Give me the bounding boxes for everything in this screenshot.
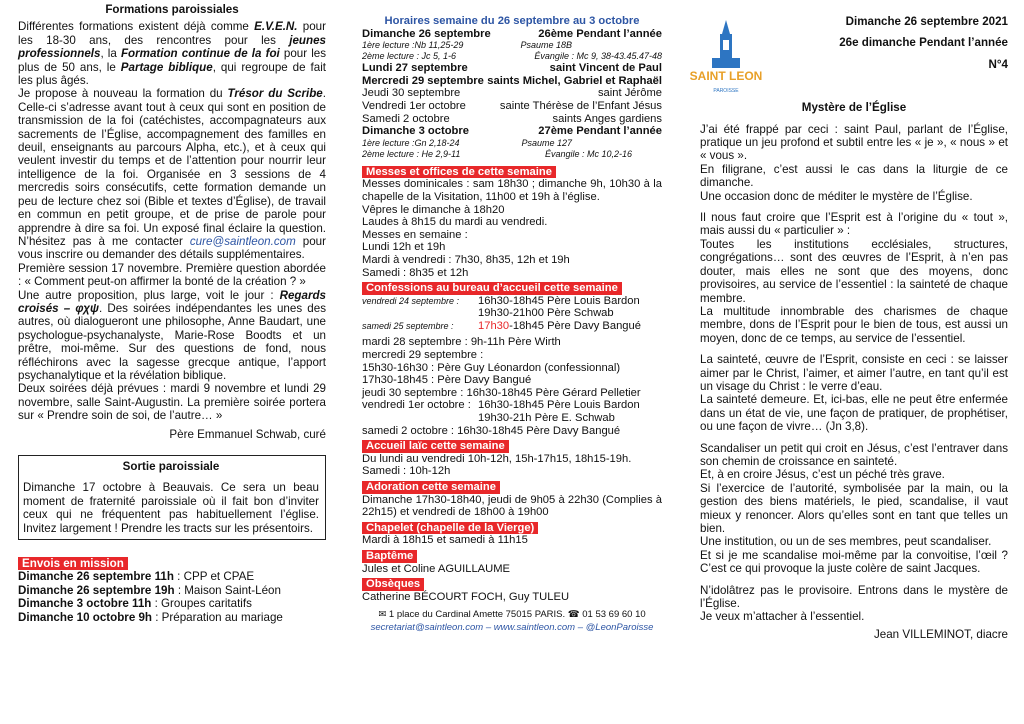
- bapteme-title: Baptême: [362, 550, 417, 563]
- logo-text: SAINT LEON: [689, 69, 763, 83]
- adoration-title: Adoration cette semaine: [362, 481, 500, 494]
- editorial-block-5: N’idolâtrez pas le provisoire. Entrons dans le mystère de l’Église. Je veux m’attacher à l’essentiel.: [700, 583, 1008, 624]
- formations-paragraph-4: Une autre proposition, plus large, voit le jour : Regards croisés – φχψ. Des soirées indépendantes les unes des autres, où dialogueront une philosophe, Anne Baudart, une psychologue-psychanalyste, Marie-Rose Boodts et un prêtre, moi-même. Sur des questions de fond, nous réfléchirons avec la sagesse grecque antique, l’apport psychanalytique et la révélation biblique.: [18, 288, 327, 382]
- envoi-item: Dimanche 10 octobre 9h : Préparation au mariage: [18, 610, 283, 624]
- obseques-text: Catherine BÉCOURT FOCH, Guy TULEU: [362, 590, 570, 603]
- envoi-item: Dimanche 26 septembre 19h : Maison Saint-Léon: [18, 583, 281, 597]
- obseques-title: Obsèques: [362, 578, 424, 591]
- diacre-signature: Jean VILLEMINOT, diacre: [873, 627, 1008, 641]
- mystere-title: Mystère de l’Église: [801, 101, 907, 115]
- envoi-item: Dimanche 3 octobre 11h : Groupes caritatifs: [18, 597, 252, 611]
- formations-paragraph-3: Première session 17 novembre. Première question abordée : « Comment peut-on affirmer la bonté de la création ? »: [18, 261, 326, 289]
- confessions-title: Confessions au bureau d’accueil cette semaine: [362, 282, 622, 295]
- accueil-title: Accueil laïc cette semaine: [362, 440, 509, 453]
- footer-links[interactable]: secretariat@saintleon.com – www.saintleon.com – @LeonParoisse: [370, 621, 654, 633]
- sortie-title: Sortie paroissiale: [122, 460, 220, 473]
- sortie-text: Dimanche 17 octobre à Beauvais. Ce sera un beau moment de fraternité paroissiale où il fait bon d’inviter ceux qui ne fréquentent pas habituellement l’église. Invitez largement ! Prendre les tracts sur les présentoirs.: [23, 481, 319, 535]
- adoration-text: Dimanche 17h30-18h40, jeudi de 9h05 à 22h30 (Complies à 22h15) et vendredi de 18h00 à 19h00: [362, 493, 662, 519]
- horaires-column: [362, 0, 662, 635]
- bapteme-text: Jules et Coline AGUILLAUME: [362, 562, 510, 575]
- footer-address: ✉ 1 place du Cardinal Amette 75015 PARIS. ☎ 01 53 69 60 10: [378, 609, 646, 621]
- chapelet-text: Mardi à 18h15 et samedi à 11h15: [362, 534, 528, 547]
- formations-column: [18, 0, 326, 624]
- cure-signature: Père Emmanuel Schwab, curé: [169, 427, 326, 441]
- logo-subtext: PAROISSE: [713, 88, 739, 94]
- horaires-table: Dimanche 26 septembre 26ème Pendant l’année 1ère lecture :Nb 11,25-29 Psaume 18B 2ème lecture : Jc 5, 1-6 Évangile : Mc 9, 38-43.45.47-48 Lundi 27 septembre saint Vincent de Paul Mercredi 29 septembre saints Michel, Gabriel et Raphaël Jeudi 30 septembre saint Jérôme Vendredi 1er octobre sainte Thérèse de l’Enfant Jésus Samedi 2 octobre saints Anges gardiens Dimanche 3 octobre 27ème Pendant l’année 1ère lecture :Gn 2,18-24 Psaume 127 2ème lecture : He 2,9-11 Évangile : Mc 10,2-16: [362, 27, 662, 159]
- formations-paragraph-5: Deux soirées déjà prévues : mardi 9 novembre et lundi 29 novembre, salle Saint-Augustin. La première soirée portera sur « Prendre soin de soi, de l’autre… »: [18, 382, 326, 423]
- accueil-line-1: Du lundi au vendredi 10h-12h, 15h-17h15, 18h15-19h.: [362, 452, 632, 465]
- formations-paragraph-1: Différentes formations existent déjà comme E.V.E.N. pour les 18-30 ans, des rencontres pour les jeunes professionnels, la Formation continue de la foi pour les plus de 50 ans, le Partage biblique, qui regroupe de fait les plus âgés.: [18, 20, 327, 88]
- editorial-block-1: J’ai été frappé par ceci : saint Paul, parlant de l’Église, pratique un jeu profond et subtil entre les « je », « nous » et « vous ». En filigrane, c’est aussi le cas dans la liturgie de ce dimanche. Une occasion donc de méditer le mystère de l’Église.: [700, 122, 1008, 203]
- cure-email-link[interactable]: cure@saintleon.com: [189, 234, 296, 248]
- issue-date: Dimanche 26 septembre 2021: [845, 15, 1008, 28]
- sortie-box: [18, 455, 326, 540]
- horaires-title: Horaires semaine du 26 septembre au 3 octobre: [384, 15, 640, 27]
- confessions-list: vendredi 24 septembre : 16h30-18h45 Père Louis Bardon 19h30-21h00 Père Schwab samedi 25 septembre : 17h30-18h45 Père Davy Bangué mardi 28 septembre : 9h-11h Père Wirth mercredi 29 septembre : 15h30-16h30 : Père Guy Léonardon (confessionnal) 17h30-18h45 : Père Davy Bangué jeudi 30 septembre : 16h30-18h45 Père Gérard Pelletier vendredi 1er octobre : 16h30-18h45 Père Louis Bardon 19h30-21h Père E. Schwab samedi 2 octobre : 16h30-18h45 Père Davy Bangué: [362, 294, 641, 437]
- editorial-block-4: Scandaliser un petit qui croit en Jésus, c’est l’entraver dans son chemin de croissance en sainteté. Et, à en croire Jésus, c’est un péché très grave. Si l’exercice de l’autorité, symbolisée par la main, ou la gestion des biens matériels, le pied, scandalise, il vaut mieux y renoncer. Alors qu’elles sont en tant que telles un bien. Une institution, ou un de ses membres, peut scandaliser. Et si je me scandalise moi-même par la convoitise, l’œil ? C’est ce qui provoque la juste colère de saint Jacques.: [700, 441, 1008, 576]
- formations-paragraph-2: Je propose à nouveau la formation du Trésor du Scribe. Celle-ci s’adresse avant tout à ceux qui sont en position de transmission de la foi (catéchistes, accompagnateurs aux sacrements de l’Église, accompagnement des familles en deuil, enseignants au parcours Alpha, etc.), et à ceux qui veulent investir du temps et de l’attention pour nourrir leur intelligence de la foi. Organisée en 3 sessions de 4 mercredis soirs consécutifs, cette formation demande un peu de lecture chez soi (Bible et textes d’Église), de travail en commun en petit groupe, et de prise de parole pour apprendre à dire sa foi. Un exposé final éclaire la question. N’hésitez pas à me contacter cure@saintleon.com pour vous inscrire ou demander des détails supplémentaires.: [18, 87, 326, 262]
- envoi-item: Dimanche 26 septembre 11h : CPP et CPAE: [18, 570, 255, 584]
- issue-number: N°4: [988, 57, 1008, 71]
- envois-section: [18, 554, 326, 624]
- chapelet-title: Chapelet (chapelle de la Vierge): [362, 522, 538, 535]
- formations-title: Formations paroissiales: [105, 3, 239, 16]
- liturgical-sunday: 26e dimanche Pendant l’année: [839, 36, 1008, 50]
- envois-title: Envois en mission: [18, 557, 128, 570]
- accueil-line-2: Samedi : 10h-12h: [362, 465, 451, 478]
- messes-list: Messes dominicales : sam 18h30 ; dimanche 9h, 10h30 à la chapelle de la Visitation, 11h00 et 19h à l’église. Vêpres le dimanche à 18h20 Laudes à 8h15 du mardi au vendredi. Messes en semaine : Lundi 12h et 19h Mardi à vendredi : 7h30, 8h35, 12h et 19h Samedi : 8h35 et 12h: [362, 178, 662, 279]
- editorial-column: [700, 0, 1008, 641]
- messes-title: Messes et offices de cette semaine: [362, 166, 556, 179]
- editorial-block-3: La sainteté, œuvre de l’Esprit, consiste en ceci : se laisser aimer par le Christ, l’aimer, et aimer l’autre, en tant qu’il est un visage du Christ : le verre d’eau. La sainteté demeure. Et, ici-bas, elle ne peut être enfermée dans un état de vie, une façon de pratiquer, de prophétiser, ou une façon de vivre… (Jn 3,8).: [700, 353, 1008, 434]
- editorial-block-2: Il nous faut croire que l’Esprit est à l’origine du « tout », mais aussi du « particulier » : Toutes les institutions ecclésiales, structures, congrégations… sont des œuvres de l’Esprit, à n’en pas douter, mais elles ne sont que des moyens, donc provisoires, au service de l’essentiel : la sainteté de chaque membre. La multitude innombrable des charismes de chaque membre, dons de l’Esprit pour le bien de tous, est aussi un moyen, donc de ce temps, au service de l’essentiel.: [700, 211, 1008, 345]
